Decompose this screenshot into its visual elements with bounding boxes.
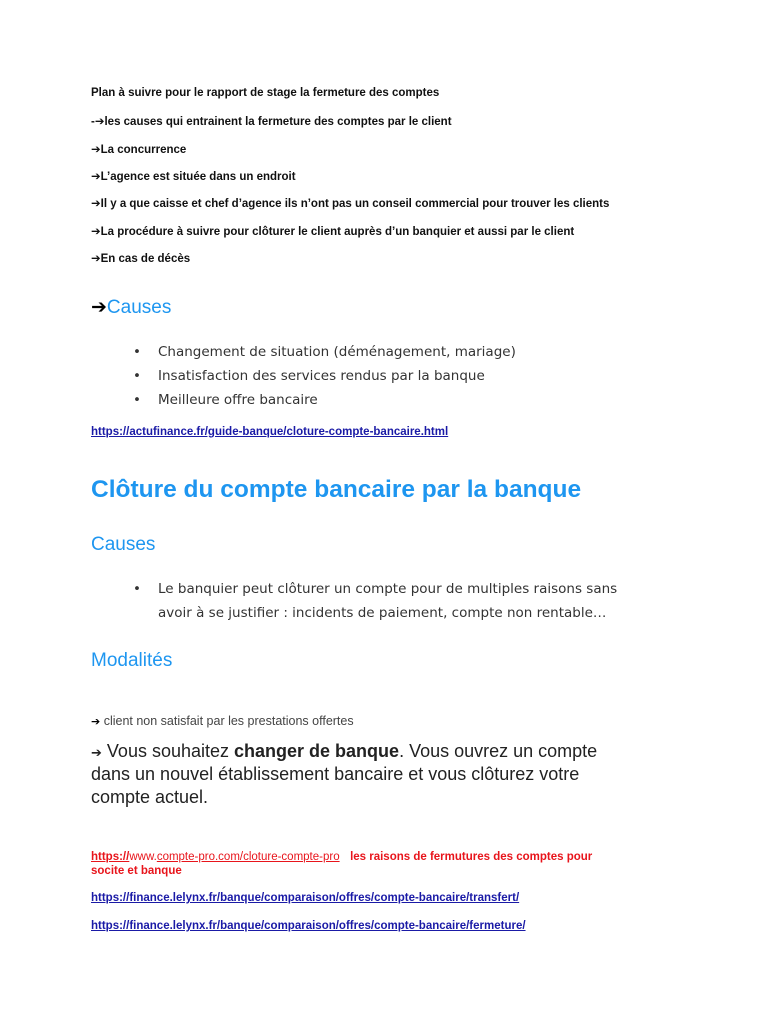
plan-item [91, 169, 296, 183]
right-arrow-icon: ➔ [91, 746, 102, 761]
list-item-text: Changement de situation (déménagement, mariage) [158, 344, 516, 360]
list-item-text: avoir à se justifier : incidents de paiement, compte non rentable… [158, 605, 607, 621]
plan-item [91, 196, 609, 210]
lelynx-fermeture-link[interactable]: https://finance.lelynx.fr/banque/comparaison/offres/compte-bancaire/fermeture/ [91, 920, 526, 932]
note-text: client non satisfait par les prestations offertes [103, 714, 354, 728]
compte-pro-link-www[interactable]: www. [129, 851, 157, 863]
paragraph-rest: . Vous ouvrez un compte [399, 741, 598, 761]
compte-pro-link[interactable]: compte-pro.com/cloture-compte-pro [156, 851, 340, 863]
paragraph-line: dans un nouvel établissement bancaire et vous clôturez votre [91, 764, 580, 784]
causes-heading [91, 296, 171, 319]
plan-item-text: les causes qui entrainent la fermeture des comptes par le client [104, 116, 452, 128]
right-arrow-icon: ➔ [94, 114, 105, 128]
plan-item-text: La concurrence [100, 144, 187, 156]
compte-pro-description: les raisons de fermutures des comptes pour [350, 851, 593, 863]
plan-item-text: Il y a que caisse et chef d’agence ils n’ont pas un conseil commercial pour trouver les clients [100, 198, 610, 210]
dash-prefix: - [91, 116, 95, 128]
right-arrow-icon: ➔ [91, 715, 101, 728]
paragraph-line: compte actuel. [91, 787, 209, 807]
modalites-heading: Modalités [91, 650, 173, 671]
plan-item-text: L’agence est située dans un endroit [100, 171, 296, 183]
bullet-dot-icon: • [133, 392, 141, 408]
plan-title: Plan à suivre pour le rapport de stage la fermeture des comptes [91, 87, 440, 99]
plan-item-text: En cas de décès [100, 253, 191, 265]
right-arrow-icon: ➔ [91, 142, 101, 156]
compte-pro-line [91, 847, 592, 865]
bullet-dot-icon: • [133, 581, 141, 597]
bullet-dot-icon: • [133, 344, 141, 360]
plan-item [91, 114, 452, 128]
lelynx-transfert-link[interactable]: https://finance.lelynx.fr/banque/comparaison/offres/compte-bancaire/transfert/ [91, 892, 520, 904]
right-arrow-icon: ➔ [91, 169, 101, 183]
paragraph-line [91, 740, 597, 765]
right-arrow-icon: ➔ [91, 251, 101, 265]
causes-subheading: Causes [91, 534, 156, 555]
plan-item [91, 224, 574, 238]
causes-heading-text: Causes [106, 297, 172, 318]
actufinance-link[interactable]: https://actufinance.fr/guide-banque/cloture-compte-bancaire.html [91, 426, 449, 438]
paragraph-prefix: Vous souhaitez [106, 741, 235, 761]
right-arrow-icon: ➔ [91, 224, 101, 238]
plan-item [91, 251, 190, 265]
list-item-text: Le banquier peut clôturer un compte pour de multiples raisons sans [158, 581, 618, 597]
right-arrow-icon: ➔ [91, 296, 107, 318]
paragraph-bold: changer de banque [234, 741, 400, 761]
list-item-text: Insatisfaction des services rendus par la banque [158, 368, 485, 384]
compte-pro-description-cont: socite et banque [91, 865, 182, 877]
right-arrow-icon: ➔ [91, 196, 101, 210]
plan-item [91, 142, 186, 156]
plan-item-text: La procédure à suivre pour clôturer le client auprès d’un banquier et aussi par le client [100, 226, 575, 238]
note-line [91, 714, 354, 728]
section-title: Clôture du compte bancaire par la banque [91, 476, 582, 503]
bullet-dot-icon: • [133, 368, 141, 384]
list-item-text: Meilleure offre bancaire [158, 392, 318, 408]
compte-pro-link-scheme[interactable]: https:// [91, 851, 130, 863]
